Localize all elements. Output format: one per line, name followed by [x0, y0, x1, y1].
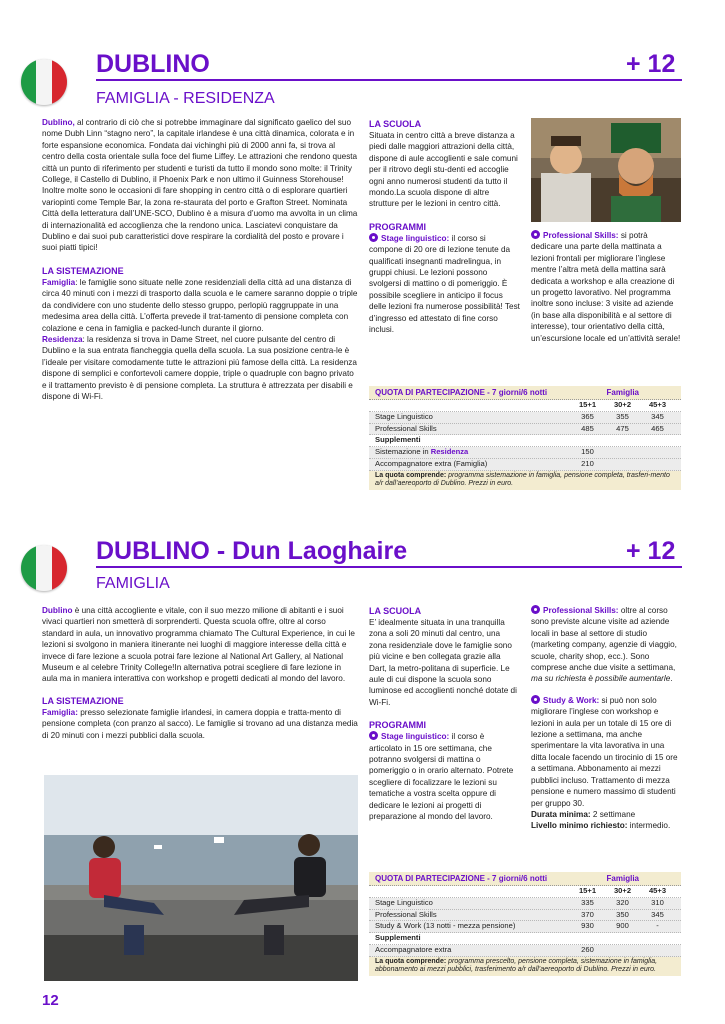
table-row: Accompagnatore extra (Famiglia) 210 — [369, 459, 681, 471]
programmi-heading: PROGRAMMI — [369, 720, 426, 731]
table-row: Professional Skills 370 350 345 — [369, 910, 681, 922]
scuola-heading: LA SCUOLA — [369, 119, 422, 129]
famiglia-paragraph: Famiglia: le famiglie sono situate nelle zone residenziali della città ad una distanza di circa 40 minuti con i mezzi di trasporto dalla scuola e le camere saranno doppie o triple da condividere con uno studente dello stesso gruppo, perlopiù raggruppate in una medesima area della città. L’offerta prevede il trat-tamento di pensione completa con colazione e cena in famiglia e packed-lunch durante il giorno. — [42, 277, 358, 333]
price-table-cols: 15+1 30+2 45+3 — [369, 400, 681, 412]
price-table-cols: 15+1 30+2 45+3 — [369, 886, 681, 898]
section1-middle-column — [369, 118, 521, 336]
page-number: 12 — [42, 992, 59, 1009]
bullet-icon — [369, 731, 378, 740]
section1-title: DUBLINO — [96, 50, 210, 78]
price-table-2 — [369, 872, 681, 976]
intro-paragraph: Dublino è una città accogliente e vitale, con il suo mezzo milione di abitanti e i suoi vivaci quartieri non smetterà di sorprenderti. Questa scuola offre, oltre al corso standard in aula, un innovativo programma chiamato The Cultural Experience, in cui le lezioni si svolgono in maniera itinerante nei luoghi di maggiore interesse della città e invece di fare lezione a scuola potrai fare lezione al National Art Gallery, al National Museum e al celebre Trinity College!In alternativa potrai scegliere di fare lezione in aula ma in maniera interattiva con workshop e progetti dedicati al mondo del lavoro. — [42, 606, 355, 684]
price-table-header: QUOTA DI PARTECIPAZIONE - 7 giorni/6 notti Famiglia — [369, 386, 681, 400]
statues-photo — [531, 118, 681, 222]
programmi-heading: PROGRAMMI — [369, 221, 426, 232]
scuola-heading: LA SCUOLA — [369, 606, 422, 616]
price-table-1 — [369, 386, 681, 490]
section2-rule — [96, 566, 682, 568]
intro-paragraph: Dublino, al contrario di ciò che si potrebbe immaginare dal significato gaelico del suo nome Dubh Linn “stagno nero”, la capitale irlandese è una città dinamica, colorata e in forte espansione economica. Fondata dai vichinghi più di 2000 anni fa, si trova al centro della costa orientale sulla foce del fiume Liffey. Le attrazioni che rendono questa città un punto di riferimento per studenti e turisti da tutto il mondo sono molte: il Trinity College, il Castello di Dublino, il Phoenix Park e non ultimo il Guinness Storehouse! Inoltre molte sono le occasioni di fare shopping in centro città o di esplorare quartieri variopinti come Temple Bar, la zona re-staurata del porto e Grafton Street. Nominata Città della letteratura dall’UNE-SCO, Dublino è a misura d’uomo ma avvolta in un clima di internazionalità ed accoglienza che la rendono unica. Lasciatevi conquistare da Dublino e dai suoi pub caratteristici dove respirare la cordialità del posto e provare i suoi piatti tipici! — [42, 118, 358, 253]
table-row: Stage Linguistico 365 355 345 — [369, 412, 681, 424]
sistemazione-heading: LA SISTEMAZIONE — [42, 695, 124, 706]
study-work-paragraph: Study & Work: si può non solo migliorare l’inglese con workshop e lezioni in aula per un totale di 15 ore di lezione a settimana, ma anche sperimentare la vita lavorativa in una ditta locale facendo un tirocinio di 15 ore a settimana. Abbonamento ai mezzi pubblici incluso. Trattamento di mezza pensione e numero massimo di studenti per gruppo 30. — [531, 695, 678, 808]
section2-title: DUBLINO - Dun Laoghaire — [96, 537, 408, 565]
seaside-photo — [44, 775, 358, 981]
scuola-paragraph: Situata in centro città a breve distanza a piedi dalle maggiori attrazioni della città, dispone di aule accoglienti e sale comuni per il ritrovo degli stu-denti ed accoglie ogni anno numerosi studenti da tutto il mondo.La scuola dispone di altre strutture per le lezioni in centro città. — [369, 131, 518, 209]
table-row: Stage Linguistico 335 320 310 — [369, 898, 681, 910]
supplementi-row: Supplementi — [369, 435, 681, 447]
table-row: Professional Skills 485 475 465 — [369, 424, 681, 436]
sistemazione-heading: LA SISTEMAZIONE — [42, 265, 124, 276]
section2-left-column — [42, 605, 358, 741]
quota-comprende: La quota comprende: programma sistemazione in famiglia, pensione completa, trasferi-mento a/r dall’aereoporto di Dublino. Prezzi in euro. — [369, 471, 681, 490]
italy-flag-icon — [21, 545, 67, 591]
section1-rule — [96, 79, 682, 81]
section1-age: + 12 — [626, 50, 676, 78]
section2-subtitle: FAMIGLIA — [96, 575, 170, 592]
bullet-icon — [531, 230, 540, 239]
table-row: Sistemazione in Residenza 150 — [369, 447, 681, 459]
section2-right-column — [531, 605, 681, 832]
section1-left-column — [42, 117, 358, 402]
livello-line: Livello minimo richiesto: intermedio. — [531, 821, 671, 831]
section2-age: + 12 — [626, 537, 676, 565]
table-row: Study & Work (13 notti - mezza pensione) 930 900 - — [369, 921, 681, 933]
stage-paragraph: Stage linguistico: il corso si compone di 20 ore di lezione tenute da qualificati insegnanti madrelingua, in gruppi chiusi. Le lezioni possono svolgersi di mattino o di pomeriggio. È possibile scegliere in anticipo il focus delle lezioni fra numerose possibilità! Test d’ingresso ed attestato di fine corso inclusi. — [369, 233, 520, 335]
italy-flag-icon — [21, 59, 67, 105]
durata-line: Durata minima: 2 settimane — [531, 809, 636, 819]
prof-skills-paragraph: Professional Skills: si potrà dedicare una parte della mattinata a lezioni frontali per migliorare l’inglese mentre l’altra metà della mattina sarà dedicata a workshop e alla creazione di un progetto lavorativo. Nel programma inoltre sono incluse: 3 visite ad aziende (in base alla disponibilità e al settore di interesse), tour orientativo della città, un’escursione locale ed un’attività serale! — [531, 231, 681, 343]
table-row: Accompagnatore extra 260 — [369, 945, 681, 957]
prof-skills-paragraph: Professional Skills: oltre al corso sono previste alcune visite ad aziende locali in base al settore di studio (marketing company, agenzie di viaggio, scuole, charity shop, ecc.). Sono comprese anche due visite a settimana, ma su richiesta è possibile aumentarle. — [531, 606, 677, 684]
quota-comprende: La quota comprende: programma prescelto, pensione completa, sistemazione in famiglia, abbonamento ai mezzi pubblici, trasferimento a/r dall’aereoporto di Dublino. Prezzi in euro. — [369, 957, 681, 976]
bullet-icon — [369, 233, 378, 242]
bullet-icon — [531, 695, 540, 704]
scuola-paragraph: E’ idealmente situata in una tranquilla zona a soli 20 minuti dal centro, una zona residenziale dove le famiglie sono più vicine e ben collegata grazie alla Dart, la metro-politana di superficie. Le aule di cui dispone la scuola sono luminose ed accoglienti nonché dotate di Wi-Fi. — [369, 618, 517, 707]
section1-right-column — [531, 230, 681, 344]
section2-middle-column — [369, 605, 519, 823]
residenza-paragraph: Residenza: la residenza si trova in Dame Street, nel cuore pulsante del centro di Dublino e la sua entrata fiancheggia quella della scuola. La sua posizione centra-le è l’ideale per visitare comodamente tutte le attrazioni più famose della città. La residenza dispone di semplici e confortevoli camere doppie, triple o quadruple con bagno privato e il trattamento previsto è di pensione completa. La struttura è attrezzata per disabili e dispone di Wi-Fi. — [42, 334, 357, 401]
bullet-icon — [531, 605, 540, 614]
price-table-header: QUOTA DI PARTECIPAZIONE - 7 giorni/6 notti Famiglia — [369, 872, 681, 886]
stage-paragraph: Stage linguistico: il corso è articolato in 15 ore settimana, che potranno svolgersi di mattina o pomeriggio o in orario alternato. Potrete scegliere di focalizzare le lezioni su tematiche a vostra scelta oppure di dedicare le lezioni ai progetti di preparazione al mondo del lavoro. — [369, 732, 514, 822]
supplementi-row: Supplementi — [369, 933, 681, 945]
famiglia-paragraph: Famiglia: presso selezionate famiglie irlandesi, in camera doppia e tratta-mento di pensione completa (con pranzo al sacco). Le famiglie si trovano ad una distanza media di 20 minuti con i mezzi pubblici dalla scuola. — [42, 707, 358, 740]
section1-subtitle: FAMIGLIA - RESIDENZA — [96, 90, 275, 107]
